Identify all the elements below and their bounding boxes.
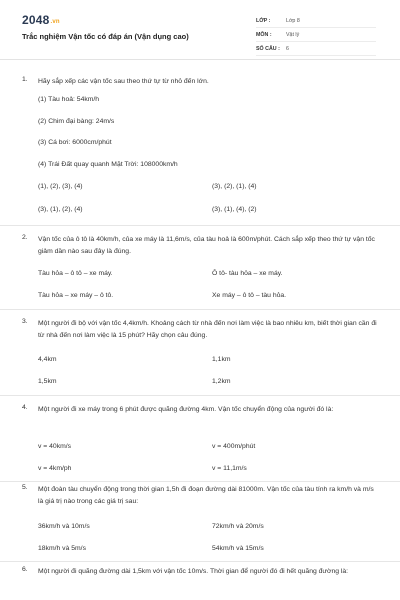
page-title: Trắc nghiệm Vận tốc có đáp án (Vận dụng cao) [22,32,189,41]
meta-value: Lớp 8 [286,17,300,24]
question-number: 4. [22,404,28,411]
answer-option-a[interactable]: (1), (2), (3), (4) [38,183,83,190]
question-item: (4) Trái Đất quay quanh Mặt Trời: 108000km/h [38,161,178,168]
answer-option-a[interactable]: v = 40km/s [38,443,72,450]
question-item: (1) Tàu hoả: 54km/h [38,96,100,103]
answer-option-c[interactable]: v = 4km/ph [38,465,72,472]
answer-option-a[interactable]: 36km/h và 10m/s [38,523,90,530]
logo-main: 2048 [22,13,50,27]
meta-value: 6 [286,45,289,52]
question-item: (2) Chim đại bàng: 24m/s [38,118,115,125]
meta-row-subject [256,28,376,42]
question-4 [0,404,400,482]
answer-option-c[interactable]: (3), (1), (2), (4) [38,206,83,213]
question-text: Một người đi xe máy trong 6 phút được quãng đường 4km. Vận tốc chuyển động của người đó là: [38,406,334,413]
question-1 [0,76,400,226]
answer-option-d[interactable]: 1,2km [212,378,231,385]
answer-option-b[interactable]: v = 400m/phút [212,443,256,450]
meta-key: MÔN : [256,31,272,38]
question-list [0,60,400,600]
meta-value: Vật lý [286,31,300,38]
meta-row-count [256,42,376,56]
answer-option-d[interactable]: 54km/h và 15m/s [212,545,264,552]
answer-option-a[interactable]: Tàu hỏa – ô tô – xe máy. [38,270,113,277]
question-text: Vận tốc của ô tô là 40km/h, của xe máy là 11,6m/s, của tàu hoả là 600m/phút. Cách sắp xếp theo thứ tự vận tốc giảm dần nào sau đây là đúng. [38,236,375,255]
question-text: Một đoàn tàu chuyển động trong thời gian 1,5h đi đoạn đường dài 81000m. Vận tốc của tàu tính ra km/h và m/s là giá trị nào trong các giá trị sau: [38,486,374,505]
question-text: Một người đi quãng đường dài 1,5km với vận tốc 10m/s. Thời gian để người đó đi hết quãng đường là: [38,568,349,575]
answer-option-d[interactable]: Xe máy – ô tô – tàu hỏa. [212,292,287,299]
meta-row-class [256,14,376,28]
meta-key: SỐ CÂU : [256,45,280,52]
meta-info [256,14,376,56]
site-logo[interactable] [22,13,60,27]
answer-option-b[interactable]: 72km/h và 20m/s [212,523,264,530]
answer-option-b[interactable]: Ô tô- tàu hỏa – xe máy. [212,270,283,277]
question-5 [0,484,400,562]
question-2 [0,234,400,310]
answer-option-d[interactable]: v = 11,1m/s [212,465,247,472]
question-number: 6. [22,566,28,573]
answer-option-c[interactable]: 18km/h và 5m/s [38,545,86,552]
answer-option-b[interactable]: 1,1km [212,356,231,363]
answer-option-b[interactable]: (3), (2), (1), (4) [212,183,257,190]
question-text: Một người đi bộ với vận tốc 4,4km/h. Khoảng cách từ nhà đến nơi làm việc là bao nhiêu km, biết thời gian cần đi từ nhà đến nơi làm việc là 15 phút? Hãy chọn câu đúng. [38,320,377,339]
question-item: (3) Cá bơi: 6000cm/phút [38,139,112,146]
answer-option-c[interactable]: Tàu hỏa – xe máy – ô tô. [38,292,114,299]
question-text: Hãy sắp xếp các vận tốc sau theo thứ tự từ nhỏ đến lớn. [38,78,209,85]
question-number: 5. [22,484,28,491]
question-6 [0,566,400,600]
meta-key: LỚP : [256,17,271,24]
answer-option-c[interactable]: 1,5km [38,378,57,385]
question-3 [0,318,400,396]
question-number: 2. [22,234,28,241]
logo-tld: .vn [50,19,60,25]
header [0,0,400,60]
answer-option-a[interactable]: 4,4km [38,356,57,363]
answer-option-d[interactable]: (3), (1), (4), (2) [212,206,257,213]
question-number: 1. [22,76,28,83]
question-number: 3. [22,318,28,325]
